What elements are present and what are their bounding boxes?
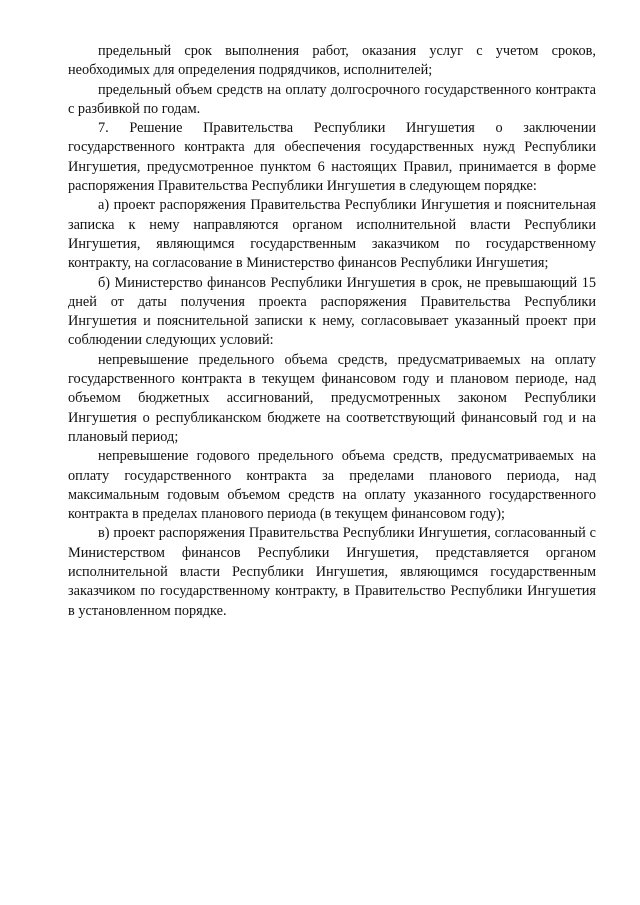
paragraph-deadline: предельный срок выполнения работ, оказания услуг с учетом сроков, необходимых для определения подрядчиков, исполнителей; [68, 43, 596, 79]
paragraph-condition-2: непревышение годового предельного объема средств, предусматриваемых на оплату государственного контракта за пределами планового периода, над максимальным годовым объемом средств на оплату указанного государственного контракта в пределах планового периода (в текущем финансовом году); [68, 448, 596, 523]
paragraph-subitem-v: в) проект распоряжения Правительства Республики Ингушетия, согласованный с Министерством финансов Республики Ингушетия, представляется органом исполнительной власти Республики Ингушетия, являющимся государственным заказчиком по государственному контракту, в Правительство Республики Ингушетия в установленном порядке. [68, 525, 596, 619]
paragraph-condition-1: непревышение предельного объема средств, предусматриваемых на оплату государственного контракта в текущем финансовом году и плановом периоде, над объемом бюджетных ассигнований, предусмотренных законом Республики Ингушетия о республиканском бюджете на соответствующий финансовый год и на плановый период; [68, 351, 596, 445]
paragraph-funding-volume: предельный объем средств на оплату долгосрочного государственного контракта с разбивкой по годам. [68, 81, 596, 117]
paragraph-item-7: 7. Решение Правительства Республики Ингушетия о заключении государственного контракта для обеспечения государственных нужд Республики Ингушетия, предусмотренное пунктом 6 настоящих Правил, принимается в форме распоряжения Правительства Республики Ингушетия в следующем порядке: [68, 120, 596, 195]
paragraph-subitem-a: а) проект распоряжения Правительства Республики Ингушетия и пояснительная записка к нему направляются органом исполнительной власти Республики Ингушетия, являющимся государственным заказчиком по государственному контракту, на согласование в Министерство финансов Республики Ингушетия; [68, 197, 596, 272]
document-page [68, 42, 596, 621]
paragraph-subitem-b: б) Министерство финансов Республики Ингушетия в срок, не превышающий 15 дней от даты получения проекта распоряжения Правительства Республики Ингушетия и пояснительной записки к нему, согласовывает указанный проект при соблюдении следующих условий: [68, 274, 596, 349]
